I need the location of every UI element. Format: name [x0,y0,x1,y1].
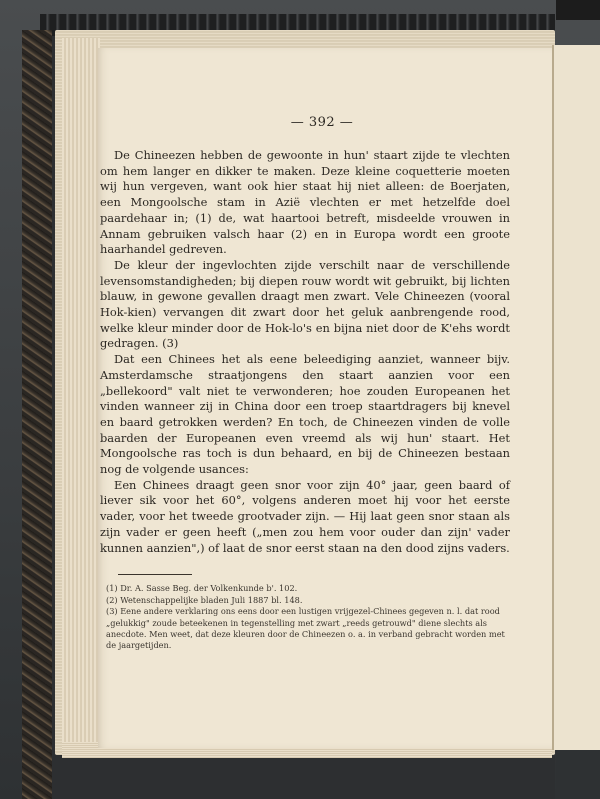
footnote-divider [118,574,192,575]
body-text [100,148,510,556]
background-bottom-right [556,750,600,799]
footnote: (2) Wetenschappelijke bladen Juli 1887 bl. 148. [106,594,303,605]
page-stack-left-edge [62,38,100,758]
paragraph: De Chineezen hebben de gewoonte in hun' staart zijde te vlechten om hem langer en dikker te maken. Deze kleine coquetterie moeten wij hun vergeven, want ook hier staat hij niet alleen: de Boerjaten, een Mongoolsche stam in Azië vlechten er met hetzelfde doel paardehaar in; (1) de, wat haartooi betreft, misdeelde vrouwen in Annam gebruiken valsch haar (2) en in Europa wordt een groote haarhandel gedreven. [100,148,510,257]
paragraph: De kleur der ingevlochten zijde verschilt naar de verschillende levensomstandigheden; bij diepen rouw wordt wit gebruikt, bij lichten blauw, in gewone gevallen draagt men zwart. Vele Chineezen (vooral Hok-kien) vervangen dit zwart door het geluk aanbrengende rood, welke kleur minder door de Hok-lo's en bijna niet door de K'ehs wordt gedragen. (3) [100,257,510,351]
footnote: (1) Dr. A. Sasse Beg. der Volkenkunde b'. 102. [106,583,298,594]
footnote: (3) Eene andere verklaring ons eens door een lustigen vrijgezel-Chinees gegeven n. l. dat rood „gelukkig" zoude beteekenen in tegenstelling met zwart „reeds getrouwd" diene slechts als anecdote. Men weet, dat deze kleuren door de Chineezen o. a. in verband gebracht worden met de jaargetijden. [106,606,505,651]
marbled-cover-edge [22,30,52,799]
footnotes [100,583,510,651]
background-corner [556,0,600,20]
paragraph: Een Chinees draagt geen snor voor zijn 40° jaar, geen baard of liever sik voor het 60°, volgens anderen moet hij voor het eerste vader, voor het tweede grootvader zijn. — Hij laat geen snor staan als zijn vader er geen heeft („men zou hem voor ouder dan zijn' vader kunnen aanzien",) of laat de snor eerst staan na den dood zijns vaders. [100,477,510,555]
paragraph: Dat een Chinees het als eene beleediging aanziet, wanneer bijv. Amsterdamsche straatjongens den staart aanzien voor een „bellekoord" valt niet te verwonderen; hoe zouden Europeanen het vinden wanneer zij in China door een troep staartdragers bij knevel en baard getrokken werden? En toch, de Chineezen vinden de volle baarden der Europeanen even vreemd als wij hun' staart. Het Mongoolsche ras toch is dun behaard, en bij de Chineezen bestaan nog de volgende usances: [100,352,510,477]
page-number: — 392 — [290,115,354,130]
facing-page [552,45,600,750]
page-content [100,115,510,652]
